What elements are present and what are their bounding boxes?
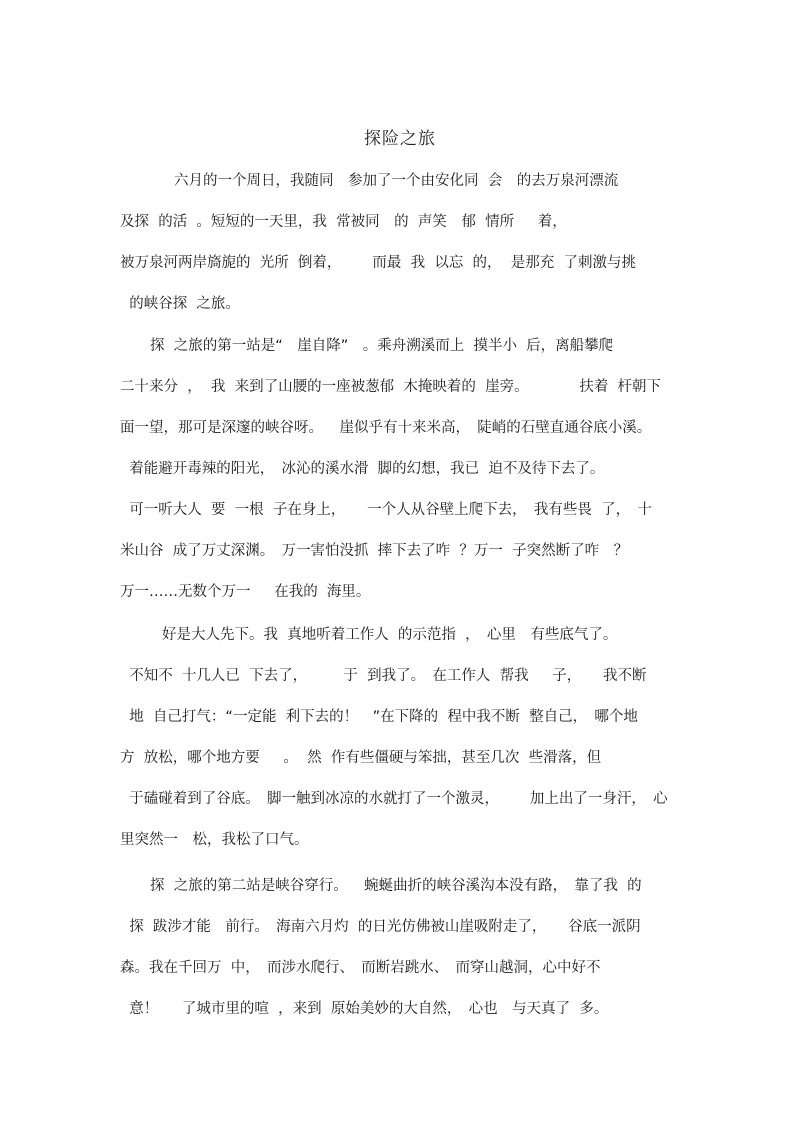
text-line: 于磕碰着到了谷底。 脚一触到冰凉的水就打了一个激灵， 加上出了一身汗， 心 bbox=[120, 791, 668, 807]
text-line: 方 放松，哪个地方要 。 然 作有些僵硬与笨拙，甚至几次 些滑落，但 bbox=[120, 750, 602, 766]
text-line: 不知不 十几人已 下去了， 于 到我了。 在工作人 帮我 子， 我不断 bbox=[120, 668, 647, 684]
text-line: 好是大人先下。我 真地听着工作人 的示范指 ， 心里 有些底气了。 bbox=[162, 627, 618, 643]
text-line: 二十来分 ， 我 来到了山腰的一座被葱郁 木掩映着的 崖旁。 扶着 杆朝下 bbox=[120, 379, 662, 395]
text-line: 探 之旅的第一站是“ 崖自降” 。乘舟溯溪而上 摸半小 后，离船攀爬 bbox=[150, 338, 614, 354]
text-line: 森。我在千回万 中， 而涉水爬行、 而断岩跳水、 而穿山越洞，心中好不 bbox=[120, 960, 601, 976]
text-line: 探 跋涉才能 前行。 海南六月灼 的日光仿佛被山崖吸附走了， 谷底一派阴 bbox=[120, 919, 641, 935]
text-line: 里突然一 松，我松了口气。 bbox=[120, 832, 309, 848]
text-line: 可一听大人 要 一根 子在身上， 一个人从谷壁上爬下去， 我有些畏 了， 十 bbox=[120, 502, 652, 518]
page-title: 探险之旅 bbox=[364, 129, 436, 149]
text-line: 地 自己打气：“一定能 利下去的！ ”在下降的 程中我不断 整自己， 哪个地 bbox=[120, 709, 638, 725]
text-line: 面一望，那可是深邃的峡谷呀。 崖似乎有十来米高， 陡峭的石壁直通谷底小溪。 bbox=[120, 420, 652, 436]
text-line: 被万泉河两岸旖旎的 光所 倒着， 而最 我 以忘 的， 是那充 了刺激与挑 bbox=[120, 255, 636, 271]
text-line: 米山谷 成了万丈深渊。 万一害怕没抓 摔下去了咋 ？万一 子突然断了咋 ？ bbox=[120, 543, 629, 559]
text-line: 万一……无数个万一 在我的 海里。 bbox=[120, 584, 371, 600]
text-line: 探 之旅的第二站是峡谷穿行。 蜿蜒曲折的峡谷溪沟本没有路， 靠了我 的 bbox=[150, 878, 642, 894]
text-line: 意！ 了城市里的喧 ，来到 原始美妙的大自然， 心也 与天真了 多。 bbox=[120, 1001, 609, 1017]
text-line: 着能避开毒辣的阳光， 冰沁的溪水滑 脚的幻想，我已 迫不及待下去了。 bbox=[120, 461, 605, 477]
text-line: 六月的一个周日，我随同 参加了一个由安化同 会 的去万泉河漂流 bbox=[174, 173, 619, 189]
text-line: 及探 的活 。短短的一天里，我 常被同 的 声笑 郁 情所 着， bbox=[120, 214, 567, 230]
text-line: 的峡谷探 之旅。 bbox=[120, 296, 240, 312]
